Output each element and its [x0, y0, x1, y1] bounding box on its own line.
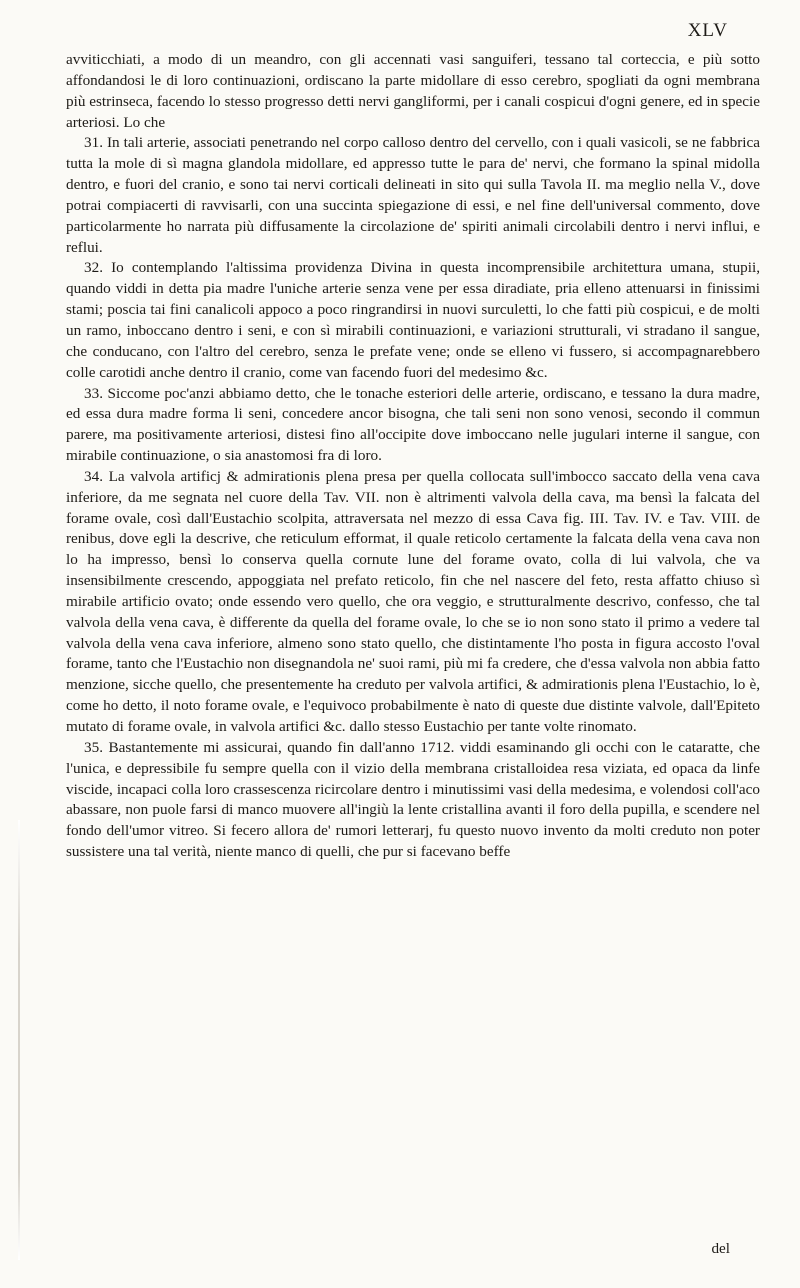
- paragraph-34: 34. La valvola artificj & admirationis plena presa per quella collocata sull'imbocco saccato della vena cava inferiore, da me segnata nel cuore della Tav. VII. non è altrimenti valvola della cava, ma bensì la falcata del forame ovale, così dall'Eustachio scolpita, attraversata nel mezzo di essa Cava fig. III. Tav. IV. e Tav. VIII. de renibus, dove egli la descrive, che reticulum efformat, il quale reticolo certamente la falcata della vena cava non lo ha impresso, bensì lo conserva quella cornute lune del forame ovato, colla di lui valvola, che va insensibilmente crescendo, appoggiata nel prefato reticolo, fin che nel nascere del feto, resta affatto chiuso sì mirabile artificio ovato; onde essendo vero quello, che ora veggio, e strutturalmente descrivo, confesso, che tal valvola della vena cava, è differente da quella del forame ovale, lo che se io non sono stato il primo a vedere tal valvola della vena cava inferiore, almeno sono stato quello, che distintamente l'ho posta in figura accosto l'oval forame, tanto che l'Eustachio non disegnandola ne' suoi rami, più mi fa credere, che d'essa valvola non abbia fatto menzione, sicche quello, che presentemente ha creduto per valvola artifici, & admirationis plena l'Eustachio, lo è, come ho detto, il noto forame ovale, e l'equivoco probabilmente è nato di queste due distinte valvole, dall'Epiteto mutato di forame ovale, in valvola artifici &c. dallo stesso Eustachio per tante volte rinomato.: [66, 467, 760, 735]
- paragraph-32: 32. Io contemplando l'altissima providenza Divina in questa incomprensibile architettura umana, stupii, quando viddi in detta pia madre l'uniche arterie senza vene per essa diradiate, pria elleno attenuarsi in finissimi stami; poscia tai fini canalicoli appoco a poco ringrandirsi in nuovi surculetti, lo che fatti più cospicui, e de molti un ramo, inboccano dentro i seni, e con sì mirabili continuazioni, e variazioni strutturali, vi stradano il sangue, che conducano, con l'altro del cerebro, senza le prefate vene; onde se elleno vi fussero, si accompagnarebbero colle carotidi anche dentro il cranio, come van facendo fuori del medesimo &c.: [66, 259, 760, 381]
- paragraph-33: 33. Siccome poc'anzi abbiamo detto, che le tonache esteriori delle arterie, ordiscano, e tessano la dura madre, ed essa dura madre forma li seni, concedere ancor bisogna, che tali seni non sono venosi, secondo il commun parere, ma positivamente arteriosi, distesi fino all'occipite dove imboccano nelle jugulari interne il sangue, con mirabile continuazione, o sia anastomosi fra di loro.: [66, 384, 760, 465]
- body-text: [66, 50, 760, 863]
- paragraph-continuation: avviticchiati, a modo di un meandro, con gli accennati vasi sanguiferi, tessano tal corteccia, e più sotto affondandosi le di loro continuazioni, ordiscano la parte midollare di esso cerebro, spogliati da ogni membrana più estrinseca, facendo lo stesso progresso detti nervi gangliformi, per i canali cospicui d'ogni genere, ed in specie arteriosi. Lo che: [66, 51, 760, 131]
- catchword: del: [711, 1240, 730, 1257]
- paragraph-35: 35. Bastantemente mi assicurai, quando fin dall'anno 1712. viddi esaminando gli occhi con le cataratte, che l'unica, e depressibile fu sempre quella con il vizio della membrana cristalloidea resa viziata, ed opaca da linfe viscide, incapaci colla loro crassescenza ricircolare dentro i minutissimi vasi della medesima, e volendosi coll'aco abassare, non puole farsi di manco muovere all'ingiù la lente cristallina avanti il foro della pupilla, e scendere nel fondo dell'umor vitreo. Si fecero allora de' rumori letterarj, fu questo nuovo invento da molti creduto non poter sussistere una tal verità, niente manco di quelli, che pur si facevano beffe: [66, 738, 760, 861]
- page-number: XLV: [687, 20, 728, 41]
- page-edge-shadow: [18, 820, 20, 1260]
- paragraph-31: 31. In tali arterie, associati penetrando nel corpo calloso dentro del cervello, con i quali vasicoli, se ne fabbrica tutta la mole di sì magna glandola midollare, ed appresso tutte le para de' nervi, che formano la spinal midolla dentro, e fuori del cranio, e sono tai nervi corticali delineati in sito qui sulla Tavola II. ma meglio nella V., dove potrai compiacerti di ravvisarli, con una succinta spiegazione di essi, e nel fine dell'universal commento, dove particolarmente ho narrata più diffusamente la circolazione de' spiriti animali circolabili dentro i nervi influi, e reflui.: [66, 134, 760, 256]
